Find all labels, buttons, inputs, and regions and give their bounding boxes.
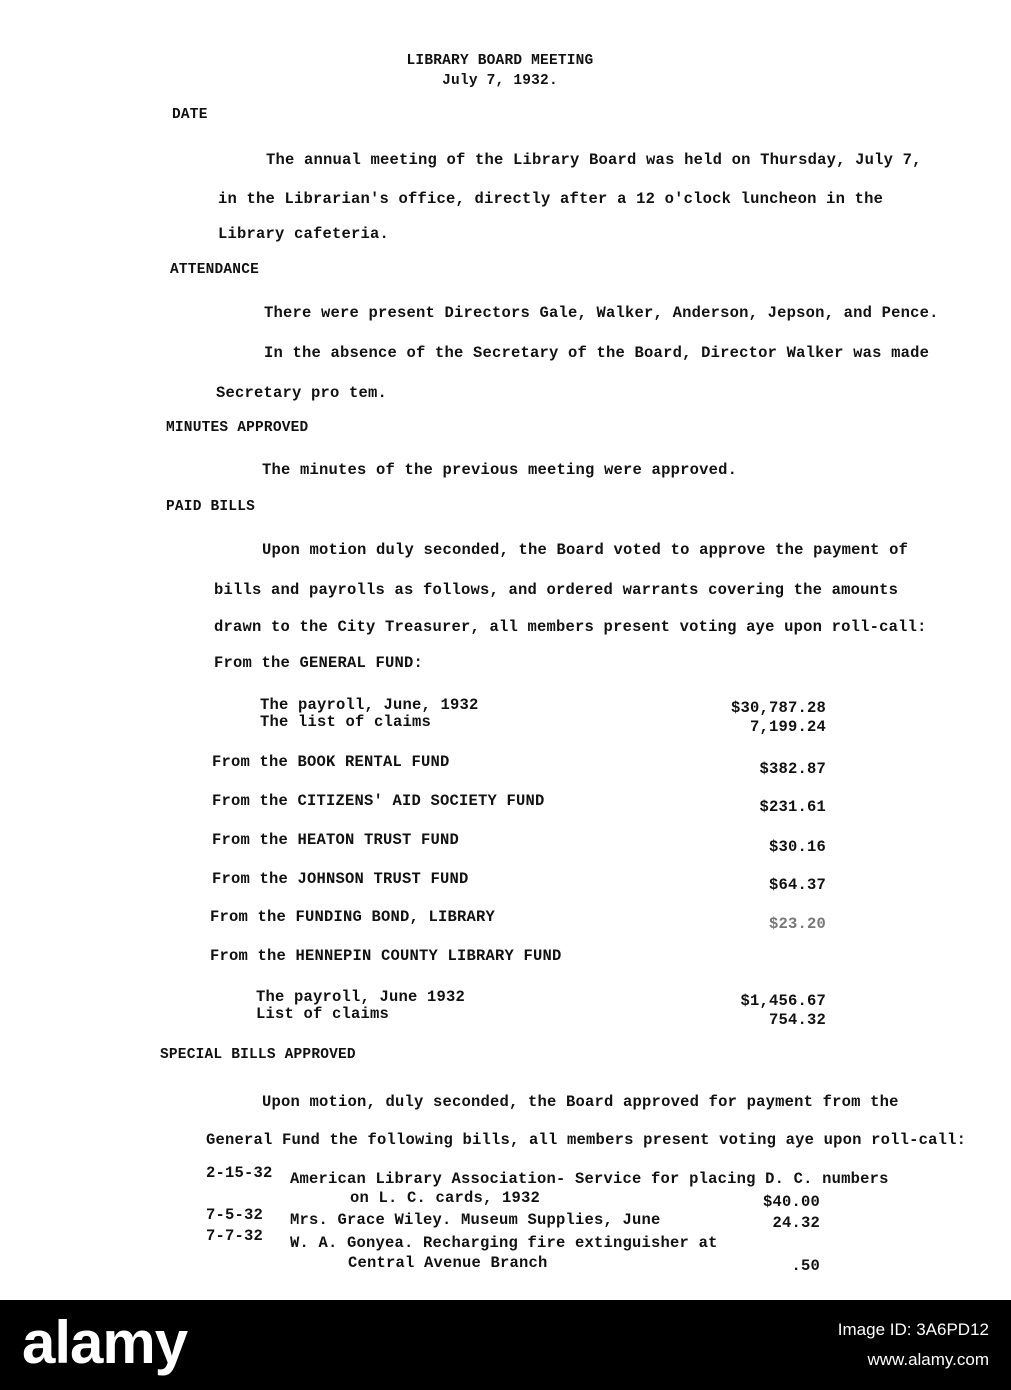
document-title: LIBRARY BOARD MEETING <box>406 53 594 69</box>
general-fund-label-2: The list of claims <box>260 713 432 731</box>
special-item-text-1: American Library Association- Service for placing D. C. numbers <box>290 1170 889 1188</box>
date-line-3: Library cafeteria. <box>218 225 390 243</box>
date-line-1: The annual meeting of the Library Board was held on Thursday, July 7, <box>266 151 922 169</box>
special-bills-line-2: General Fund the following bills, all members present voting aye upon roll-call: <box>206 1131 967 1149</box>
hennepin-amount-1: $1,456.67 <box>740 992 826 1010</box>
fund-label-1: From the BOOK RENTAL FUND <box>212 753 450 771</box>
special-item-text-2: Mrs. Grace Wiley. Museum Supplies, June <box>290 1211 661 1229</box>
fund-label-5: From the FUNDING BOND, LIBRARY <box>210 908 496 926</box>
hennepin-label-1: The payroll, June 1932 <box>256 988 466 1006</box>
paid-bills-line-2: bills and payrolls as follows, and ordered warrants covering the amounts <box>214 581 899 599</box>
stock-footer-bar <box>0 1300 1011 1390</box>
general-fund-amount-2: 7,199.24 <box>749 718 826 736</box>
date-line-2: in the Librarian's office, directly after a 12 o'clock luncheon in the <box>218 190 884 208</box>
fund-label-4: From the JOHNSON TRUST FUND <box>212 870 469 888</box>
section-heading-paid-bills: PAID BILLS <box>166 499 256 515</box>
special-item-text-1b: on L. C. cards, 1932 <box>350 1189 541 1207</box>
fund-label-2: From the CITIZENS' AID SOCIETY FUND <box>212 792 545 810</box>
paid-bills-line-4: From the GENERAL FUND: <box>214 654 424 672</box>
special-item-date-1: 2-15-32 <box>206 1164 273 1182</box>
special-item-text-3b: Central Avenue Branch <box>348 1254 548 1272</box>
fund-label-3: From the HEATON TRUST FUND <box>212 831 460 849</box>
special-item-date-2: 7-5-32 <box>206 1206 264 1224</box>
minutes-line-1: The minutes of the previous meeting were approved. <box>262 461 738 479</box>
document-date: July 7, 1932. <box>442 73 558 89</box>
fund-amount-5: $23.20 <box>768 915 826 933</box>
hennepin-label-2: List of claims <box>256 1005 390 1023</box>
attendance-line-2: In the absence of the Secretary of the Board, Director Walker was made <box>264 344 930 362</box>
general-fund-amount-1: $30,787.28 <box>730 699 826 717</box>
special-item-amount-2: 24.32 <box>772 1214 820 1232</box>
fund-amount-3: $30.16 <box>768 838 826 856</box>
site-url: www.alamy.com <box>867 1350 989 1369</box>
special-item-amount-3: .50 <box>791 1257 820 1275</box>
special-bills-line-1: Upon motion, duly seconded, the Board approved for payment from the <box>262 1093 899 1111</box>
fund-label-6: From the HENNEPIN COUNTY LIBRARY FUND <box>210 947 562 965</box>
general-fund-label-1: The payroll, June, 1932 <box>260 696 479 714</box>
section-heading-special-bills: SPECIAL BILLS APPROVED <box>160 1047 356 1063</box>
image-id-label: Image ID: 3A6PD12 <box>837 1320 989 1339</box>
fund-amount-1: $382.87 <box>759 760 826 778</box>
section-heading-minutes: MINUTES APPROVED <box>166 420 309 436</box>
hennepin-amount-2: 754.32 <box>768 1011 826 1029</box>
attendance-line-3: Secretary pro tem. <box>216 384 388 402</box>
attendance-line-1: There were present Directors Gale, Walker, Anderson, Jepson, and Pence. <box>264 304 939 322</box>
section-heading-attendance: ATTENDANCE <box>170 262 260 278</box>
special-item-text-3: W. A. Gonyea. Recharging fire extinguisher at <box>290 1234 718 1252</box>
paid-bills-line-1: Upon motion duly seconded, the Board voted to approve the payment of <box>262 541 909 559</box>
fund-amount-4: $64.37 <box>768 876 826 894</box>
paid-bills-line-3: drawn to the City Treasurer, all members present voting aye upon roll-call: <box>214 618 927 636</box>
fund-amount-2: $231.61 <box>759 798 826 816</box>
section-heading-date: DATE <box>172 107 208 123</box>
special-item-amount-1: $40.00 <box>762 1193 820 1211</box>
special-item-date-3: 7-7-32 <box>206 1227 264 1245</box>
alamy-logo: alamy <box>22 1309 188 1376</box>
